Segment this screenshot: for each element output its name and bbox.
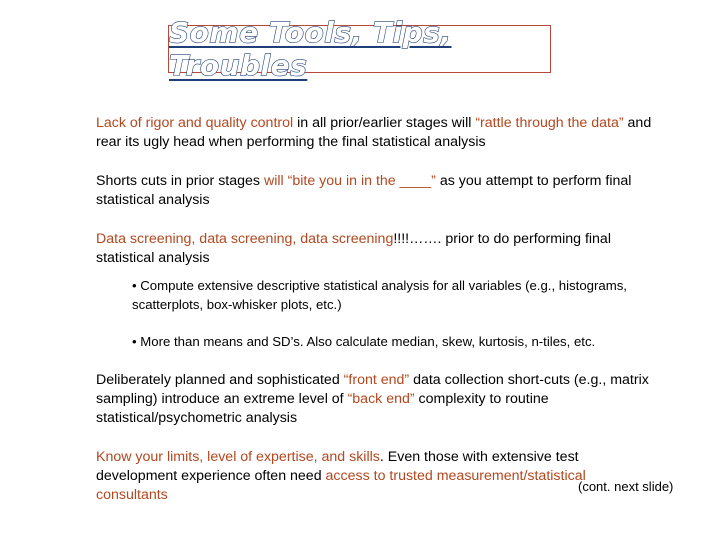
highlight-text: “front end” [343,372,410,388]
sub-bullet-item: • Compute extensive descriptive statistical analysis for all variables (e.g., histograms, scatterplots, box-whisker plots, etc.) [132,278,627,312]
bullet-text: More than means and SD’s. Also calculate median, skew, kurtosis, n-tiles, etc. [140,334,596,349]
body-text: as you attempt to perform final statistical analysis [96,173,632,208]
slide-title: Some Tools, Tips, Troubles [169,16,452,82]
body-text: in all prior/earlier stages will [293,115,476,131]
continued-note: (cont. next slide) [578,479,674,494]
highlight-text: Lack of rigor and quality control [96,115,294,131]
paragraph-shortcuts [96,172,656,210]
paragraph-front-end [96,371,656,428]
slide-body [96,114,656,505]
body-text: and rear its ugly head when performing the final statistical analysis [96,115,652,150]
highlight-text: will “bite you in in the ____” [263,173,436,189]
highlight-text: Know your limits, level of expertise, and skills [96,449,380,465]
paragraph-limits [96,448,656,505]
paragraph-rigor [96,114,656,152]
sub-bullet-item: • More than means and SD’s. Also calculate median, skew, kurtosis, n-tiles, etc. [132,334,596,349]
body-text: Deliberately planned and sophisticated [96,372,344,388]
highlight-text: “rattle through the data” [475,115,624,131]
paragraph-screening [96,230,656,268]
sub-bullet-list [132,276,656,351]
body-text: . Even those with extensive test development experience often need [96,449,579,484]
highlight-text: “back end” [347,391,415,407]
highlight-text: Data screening, data screening, data screening [96,231,394,247]
title-box [168,16,551,82]
body-text: !!!!……. prior to do performing final statistical analysis [96,231,611,266]
body-text: data collection short-cuts (e.g., matrix sampling) introduce an extreme level of [96,372,649,407]
body-text: complexity to routine statistical/psychometric analysis [96,391,549,426]
highlight-text: access to trusted measurement/statistical consultants [96,468,586,503]
bullet-text: Compute extensive descriptive statistical analysis for all variables (e.g., histograms, scatterplots, box-whisker plots, etc.) [132,278,627,312]
body-text: Shorts cuts in prior stages [96,173,264,189]
